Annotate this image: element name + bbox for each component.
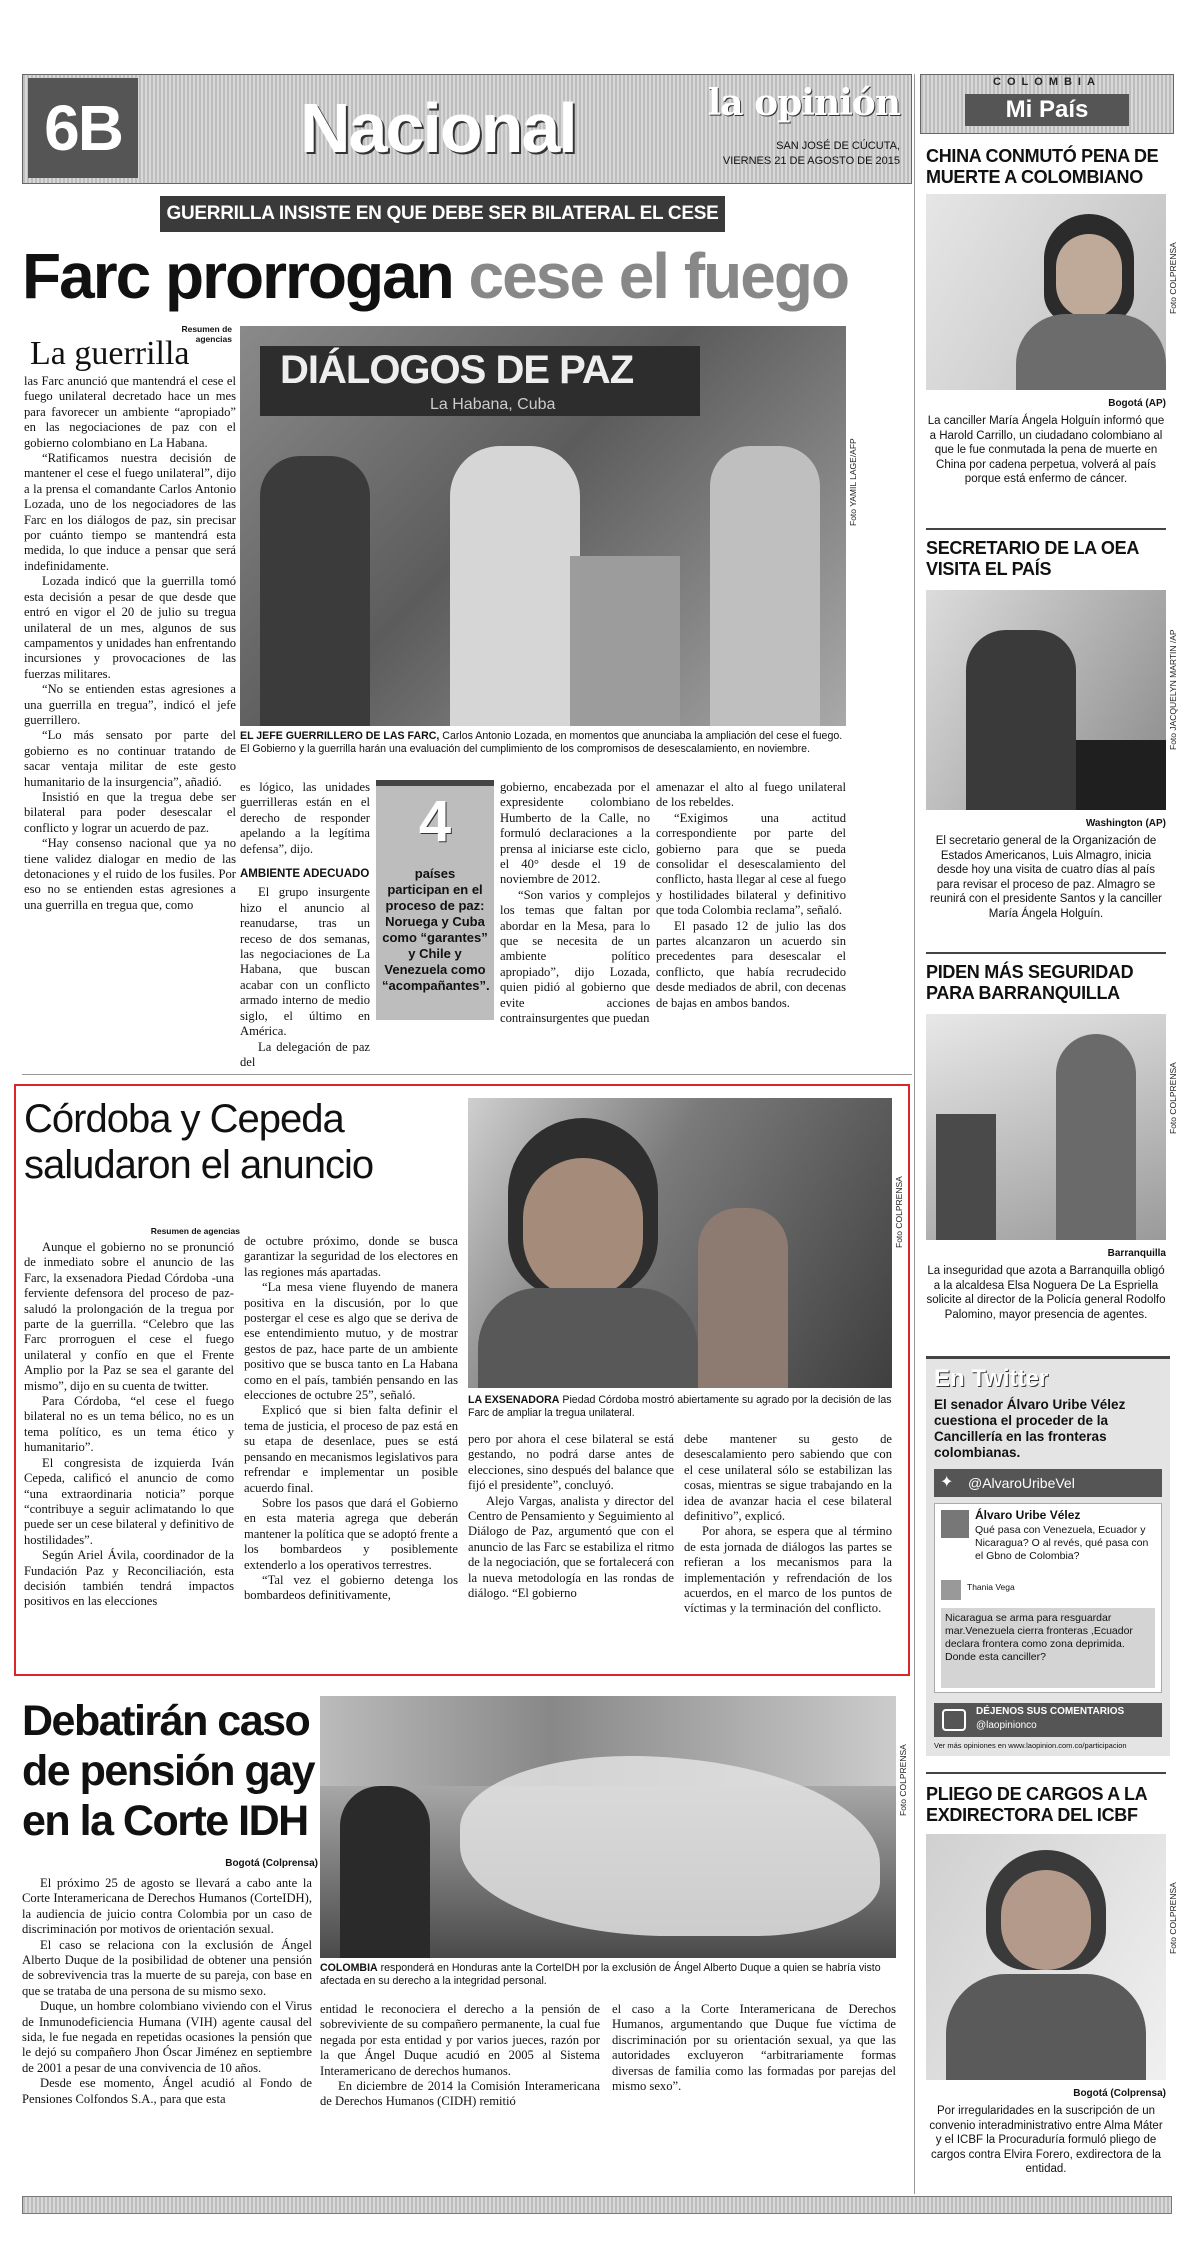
photo-banner-title: DIÁLOGOS DE PAZ (280, 348, 634, 392)
sidebar-story-4-credit: Foto COLPRENSA (1168, 1882, 1178, 1954)
paragraph: Por ahora, se espera que al término de esta jornada de diálogos las partes se refieran a los mecanismos para la implementación y refrendación de los acuerdos, en el marco de los puntos de víctimas y la terminación del conflicto. (684, 1524, 892, 1616)
lead-subhead: AMBIENTE ADECUADO (240, 868, 370, 881)
twitter-box (926, 1356, 1170, 1756)
lead-column-1 (24, 374, 236, 1060)
figure-left (260, 456, 370, 726)
portrait-face (1056, 234, 1122, 318)
paragraph: de octubre próximo, donde se busca garantizar la seguridad de los electores en las regiones más apartadas. (244, 1234, 458, 1279)
sidebar-separator (926, 528, 1166, 530)
sidebar-section: Mi País (965, 94, 1129, 126)
cordoba-column-3 (468, 1432, 674, 1670)
cordoba-column-4 (684, 1432, 892, 1670)
paragraph: “Son varios y complejos los temas que faltan por abordar en la Mesa, para lo que se necesita de un ambiente político apropiado”, dijo Lozada, quien pidió al gobierno que evite acciones contrainsurgentes que puedan (500, 887, 650, 1026)
podium (570, 556, 680, 726)
lead-photo (240, 326, 846, 726)
caption-lead: EL JEFE GUERRILLERO DE LAS FARC, (240, 730, 440, 742)
paragraph: Insistió en que la tregua debe ser bilateral para poder desescalar el conflicto y lograr un acuerdo de paz. (24, 789, 236, 835)
sidebar-story-1-photo (926, 194, 1166, 390)
paragraph: “Tal vez el gobierno detenga los bombardeos definitivamente, (244, 1572, 458, 1603)
paragraph: Lozada indicó que la guerrilla tomó esta decisión a pesar de que desde que entró en vigor el 20 de julio su tregua unilateral de un mes, algunos de sus campamentos y unidades han enfrentando incursiones y provocaciones de las fuerzas militares. (24, 574, 236, 681)
protester (340, 1786, 430, 1958)
sidebar-story-4-text: Por irregularidades en la suscripción de un convenio interadministrativo entre Alma Máter y el ICBF la Procuraduría formuló pliego de cargos contra Elvira Forero, exdirectora de la entidad. (929, 2105, 1163, 2175)
photo-banner-subtitle: La Habana, Cuba (430, 396, 556, 413)
cordoba-photo (468, 1098, 892, 1388)
paragraph: El próximo 25 de agosto se llevará a cabo ante la Corte Interamericana de Derechos Humanos (CorteIDH), la audiencia de juicio contra Colombia por un caso de discriminación por motivos de orientación sexual. (22, 1876, 312, 1937)
paragraph: El pasado 12 de julio las dos partes alcanzaron un acuerdo sin precedentes para desescalar el conflicto, que había recrudecido desde mediados de abril, con decenas de bajas en ambos bandos. (656, 918, 846, 1010)
factbox-text: países participan en el proceso de paz: Noruega y Cuba como “garantes” y Chile y Venezuela como “acompañantes”. (382, 866, 490, 993)
twitter-handle: @AlvaroUribeVel (968, 1475, 1075, 1491)
tweet-text: Qué pasa con Venezuela, Ecuador y Nicaragua? O al revés, qué pasa con el Gbno de Colombia? (975, 1524, 1149, 1562)
paragraph: El caso se relaciona con la exclusión de Ángel Alberto Duque de la posibilidad de obtener una pensión de sobrevivencia tras la muerte de su pareja, con base en que se trataba de una persona de su mismo sexo. (22, 1937, 312, 1998)
sidebar-separator (926, 952, 1166, 954)
sidebar-story-2-photo (926, 590, 1166, 810)
twitter-headline: El senador Álvaro Uribe Vélez cuestiona el proceder de la Cancillería en las fronteras colombianas. (934, 1397, 1126, 1460)
figure-center (450, 446, 580, 726)
pension-headline (22, 1696, 322, 1846)
paragraph: es lógico, las unidades guerrilleras están en el derecho de responder apelando a la legítima defensa”, dijo. (240, 780, 370, 856)
masthead-date: VIERNES 21 DE AGOSTO DE 2015 (722, 155, 900, 167)
paragraph: Según Ariel Ávila, coordinador de la Fundación Paz y Reconciliación, esta decisión también tendrá impactos positivos en las elecciones (24, 1548, 234, 1609)
sidebar-story-1-text: La canciller María Ángela Holguín informó que a Harold Carrillo, un ciudadano colombiano al que le fue conmutada la pena de muerte en China por cadena perpetua, volverá al país porque está enfermo de cáncer. (927, 415, 1165, 485)
cordoba-headline-line-2: saludaron el anuncio (24, 1143, 374, 1187)
paragraph: Alejo Vargas, analista y director del Centro de Pensamiento y Seguimiento al Diálogo de Paz, argumentó que con el anuncio de las Farc se estabiliza el ritmo de la negociación, que se fortalecerá con la nueva metodología en las rondas de diálogo. “El gobierno (468, 1493, 674, 1601)
twitter-footer: Ver más opiniones en www.laopinion.com.co/participacion (934, 1741, 1127, 1750)
crowd-figure (936, 1114, 996, 1240)
caption-text: Piedad Córdoba mostró abiertamente su agrado por la decisión de las Farc de ampliar la tregua unilateral. (468, 1394, 892, 1419)
sidebar-story-3-photo (926, 1014, 1166, 1240)
cta-line-1: DÉJENOS SUS COMENTARIOS (976, 1706, 1125, 1717)
paragraph: las Farc anunció que mantendrá el cese el fuego unilateral decretado hace un mes para favorecer un ambiente “apropiado” en las negociaciones de paz con el gobierno colombiano en La Habana. (24, 374, 236, 450)
reply-author: Thania Vega (967, 1582, 1015, 1592)
masthead-city: SAN JOSÉ DE CÚCUTA, (776, 140, 900, 152)
sidebar-story-2-dateline: Washington (AP) (1085, 818, 1166, 829)
speech-bubble-icon (942, 1709, 966, 1731)
lead-drop-lead: La guerrilla (30, 335, 190, 372)
reply-text: Nicaragua se arma para resguardar mar.Venezuela cierra fronteras ,Ecuador declara frontera como zona deprimida. Donde esta canciller? (941, 1608, 1155, 1688)
cordoba-photo-credit: Foto COLPRENSA (894, 1176, 904, 1248)
paragraph: “Lo más sensato por parte del gobierno es no continuar tratando de sacar ventaja militar de este gesto humanitario de la insurgencia”, añadió. (24, 728, 236, 789)
lead-photo-credit: Foto YAMIL LAGE/AFP (848, 438, 858, 526)
subject-shoulders (478, 1288, 698, 1388)
sidebar-story-4-title: PLIEGO DE CARGOS A LA EXDIRECTORA DEL ICBF (926, 1784, 1147, 1825)
twitter-bird-icon: ✦ (940, 1474, 954, 1491)
paragraph: “La mesa viene fluyendo de manera positiva en la discusión, por lo que postergar el cese es algo que se deriva de ese entendimiento mutuo, y de mostrar gestos de paz, hace parte de un ambiente positivo que se busca tanto en La Habana como en el país, también pensando en las elecciones de octubre 25”, señaló. (244, 1280, 458, 1403)
pension-headline-line-1: Debatirán caso (22, 1697, 310, 1745)
lead-factbox (376, 780, 494, 1020)
sidebar-country: COLOMBIA (993, 76, 1101, 88)
pension-photo-credit: Foto COLPRENSA (898, 1744, 908, 1816)
sidebar-story-3-title: PIDEN MÁS SEGURIDAD PARA BARRANQUILLA (926, 962, 1134, 1003)
lead-column-3 (500, 780, 650, 1060)
sidebar-story-4-dateline: Bogotá (Colprensa) (1073, 2088, 1166, 2099)
paragraph: En diciembre de 2014 la Comisión Interamericana de Derechos Humanos (CIDH) remitió (320, 2079, 600, 2109)
paragraph: gobierno, encabezada por el expresidente colombiano Humberto de la Calle, no formuló declaraciones a la prensa al iniciarse este ciclo, el 40° desde el 19 de noviembre de 2012. (500, 780, 650, 887)
pension-column-3 (612, 2002, 896, 2188)
paragraph: el caso a la Corte Interamericana de Derechos Humanos, argumentando que Duque fue víctima de discriminación por su orientación sexual, ya que las autoridades excluyeron “arbitrariamente formas diversas de familia como las formadas por parejas del mismo sexo”. (612, 2002, 896, 2094)
section-divider (22, 1074, 912, 1075)
footer-band (22, 2196, 1172, 2214)
pension-dateline: Bogotá (Colprensa) (225, 1858, 318, 1869)
paragraph: El congresista de izquierda Iván Cepeda, calificó el anuncio de como “una extraordinaria noticia” porque “contribuye a seguir aclimatando lo que puede ser un cese bilateral y definitivo de hostilidades”. (24, 1455, 234, 1547)
sidebar-story-2-title: SECRETARIO DE LA OEA VISITA EL PAÍS (926, 538, 1139, 579)
paragraph: Duque, un hombre colombiano viviendo con el Virus de Inmunodeficiencia Humana (VIH) agente causal del sida, le fue negada en repetidas ocasiones la pensión que le dejó su compañero Jhon Óscar Jiménez en septiembre de 2001 a pesar de una convivencia de 10 años. (22, 1999, 312, 2075)
official-figure (966, 630, 1076, 810)
paragraph: entidad le reconociera el derecho a la pensión de sobreviviente de su compañero permanente, la cual fue negada por esta entidad y por varios jueces, razón por la que Ángel Duque acudió en 2005 al Sistema Interamericano de derechos humanos. (320, 2002, 600, 2078)
paragraph: La delegación de paz del (240, 1039, 370, 1069)
caption-text: responderá en Honduras ante la CorteIDH por la exclusión de Ángel Alberto Duque a quien se habría visto afectada en su derecho a la integridad personal. (320, 1962, 881, 1987)
cordoba-column-1 (24, 1240, 234, 1670)
lead-headline-part-b: cese el fuego (468, 240, 849, 312)
sidebar-story-1-credit: Foto COLPRENSA (1168, 242, 1178, 314)
sidebar-story-3-credit: Foto COLPRENSA (1168, 1062, 1178, 1134)
mayor-figure (1056, 1034, 1136, 1240)
paragraph: “Hay consenso nacional que ya no tiene validez dialogar en medio de las detonaciones y el ruido de los fusiles. Por eso no se entienden estas agresiones a una guerrilla en tregua que, como (24, 836, 236, 912)
sidebar-story-1-dateline: Bogotá (AP) (1108, 398, 1166, 409)
cordoba-photo-caption (468, 1394, 892, 1420)
caption-lead: COLOMBIA (320, 1962, 378, 1974)
sidebar-story-1-title: CHINA CONMUTÓ PENA DE MUERTE A COLOMBIANO (926, 146, 1159, 187)
paragraph: “Exigimos una actitud correspondiente por parte del gobierno para que se pueda consolidar el desescalamiento del conflicto, hasta llegar al cese al fuego y hostilidades bilateral y definitivo que toda Colombia reclama”, señaló. (656, 810, 846, 918)
paragraph: Para Córdoba, “el cese el fuego bilateral no es un tema bélico, no es un tema político, es un tema ético y humanitario”. (24, 1394, 234, 1455)
caption-text: Carlos Antonio Lozada, en momentos que anunciaba la ampliación del cese el fuego. El Gobierno y la guerrilla harán una evaluación del cumplimiento de los compromisos de desescalamiento, en noviembre. (240, 730, 843, 755)
lead-headline (22, 236, 912, 316)
pension-column-2 (320, 2002, 600, 2188)
lead-column-4 (656, 780, 846, 1060)
comments-cta[interactable] (934, 1703, 1162, 1737)
cordoba-column-2 (244, 1234, 458, 1670)
newspaper-logo: la opinión (707, 82, 900, 124)
paragraph: pero por ahora el cese bilateral se está gestando, no podrá darse antes de elecciones, sino después del balance que fijó el presidente”, concluyó. (468, 1432, 674, 1493)
twitter-label: En Twitter (934, 1365, 1049, 1392)
paragraph: Aunque el gobierno no se pronunció de inmediato sobre el anuncio de las Farc, la exsenadora Piedad Córdoba -una ferviente defensora del proceso de paz- saludó la prolongación de la tregua por parte de la guerrilla. “Celebro que las Farc prorroguen el cese el fuego unilateral y confío en que el Frente Amplio por la Paz se sea el garante del mismo”, dijo en su cuenta de twitter. (24, 1240, 234, 1393)
sign-board (1076, 740, 1166, 810)
portrait-shoulders (1016, 314, 1166, 390)
pension-headline-line-3: en la Corte IDH (22, 1797, 308, 1845)
avatar (941, 1580, 961, 1600)
lead-kicker: GUERRILLA INSISTE EN QUE DEBE SER BILATERAL EL CESE (160, 196, 725, 232)
factbox-number: 4 (418, 789, 452, 854)
cordoba-source: Resumen de agencias (150, 1226, 240, 1236)
sidebar-story-2-credit: Foto JACQUELYN MARTIN /AP (1168, 629, 1178, 750)
paragraph: Sobre los pasos que dará el Gobierno en esta materia agrega que deberán mantener la política que se adoptó frente a los bombardeos y posiblemente extenderlo a los operativos terrestres. (244, 1495, 458, 1572)
sidebar-separator (926, 1772, 1166, 1774)
avatar (941, 1510, 969, 1538)
paragraph: Explicó que si bien falta definir el tema de justicia, el proceso de paz está en su etapa de desenlace, pues se está pensando en mecanismos legislativos para refrendar e implementar un posible acuerdo final. (244, 1403, 458, 1495)
pension-headline-line-2: de pensión gay (22, 1747, 315, 1795)
cordoba-headline-line-1: Córdoba y Cepeda (24, 1097, 344, 1141)
portrait-face (1001, 1870, 1091, 1970)
lead-source: Resumen de agencias (181, 324, 232, 344)
sidebar-story-2-text: El secretario general de la Organización de Estados Americanos, Luis Almagro, inicia desde hoy una visita de cuatro días al país para revisar el proceso de paz. Almagro se reunirá con el presidente Santos y la canciller María Ángela Holguín. (929, 835, 1163, 920)
paragraph: “Ratificamos nuestra decisión de mantener el cese el fuego unilateral”, dijo a la prensa el comandante Carlos Antonio Lozada, uno de los negociadores de las Farc en los diálogos de paz, sin precisar por cuánto tiempo se mantendrá esta medida, lo que induce a pensar que será indefinidamente. (24, 451, 236, 573)
figure-right (710, 446, 820, 726)
caption-lead: LA EXSENADORA (468, 1394, 560, 1406)
pension-photo-caption (320, 1962, 896, 1988)
lead-headline-part-a: Farc prorrogan (22, 240, 453, 312)
section-title: Nacional (300, 89, 576, 167)
lead-column-2 (240, 780, 370, 1069)
tweet-card (934, 1503, 1162, 1693)
cta-line-2: @laopinionco (976, 1720, 1037, 1731)
twitter-handle-bar (934, 1469, 1162, 1497)
tweet-author: Álvaro Uribe Vélez (975, 1508, 1081, 1522)
portrait-shoulders (946, 1974, 1146, 2080)
sidebar-story-3-text: La inseguridad que azota a Barranquilla obligó a la alcaldesa Elsa Noguera De La Espriella solicite al director de la Policía general Rodolfo Palomino, mayor presencia de agentes. (926, 1265, 1166, 1321)
paragraph: El grupo insurgente hizo el anuncio al reanudarse, tras un receso de dos semanas, las negociaciones de La Habana, que buscan acabar con un conflicto armado interno de medio siglo, el último en América. (240, 885, 370, 1039)
paragraph: debe mantener su gesto de desescalamiento pero sabiendo que con el cese unilateral sólo se estabilizan las cosas, mientras se sigue trabajando en la idea de avanzar hacia el cese bilateral definitivo”, explicó. (684, 1432, 892, 1524)
sidebar-story-4-photo (926, 1834, 1166, 2080)
sidebar-divider (914, 74, 915, 2194)
paragraph: “No se entienden estas agresiones a una guerrilla en tregua”, indicó el jefe guerrillero. (24, 682, 236, 727)
cordoba-headline (24, 1096, 464, 1188)
lead-photo-caption (240, 730, 846, 756)
paragraph: Desde ese momento, Ángel acudió al Fondo de Pensiones Colfondos S.A., para que esta (22, 2076, 312, 2106)
background-figure (698, 1208, 788, 1388)
subject-face (523, 1158, 643, 1298)
pension-column-1 (22, 1876, 312, 2188)
page-number: 6B (28, 78, 138, 178)
paragraph: amenazar el alto al fuego unilateral de los rebeldes. (656, 780, 846, 810)
pension-photo (320, 1696, 896, 1958)
sidebar-story-3-dateline: Barranquilla (1107, 1248, 1166, 1259)
